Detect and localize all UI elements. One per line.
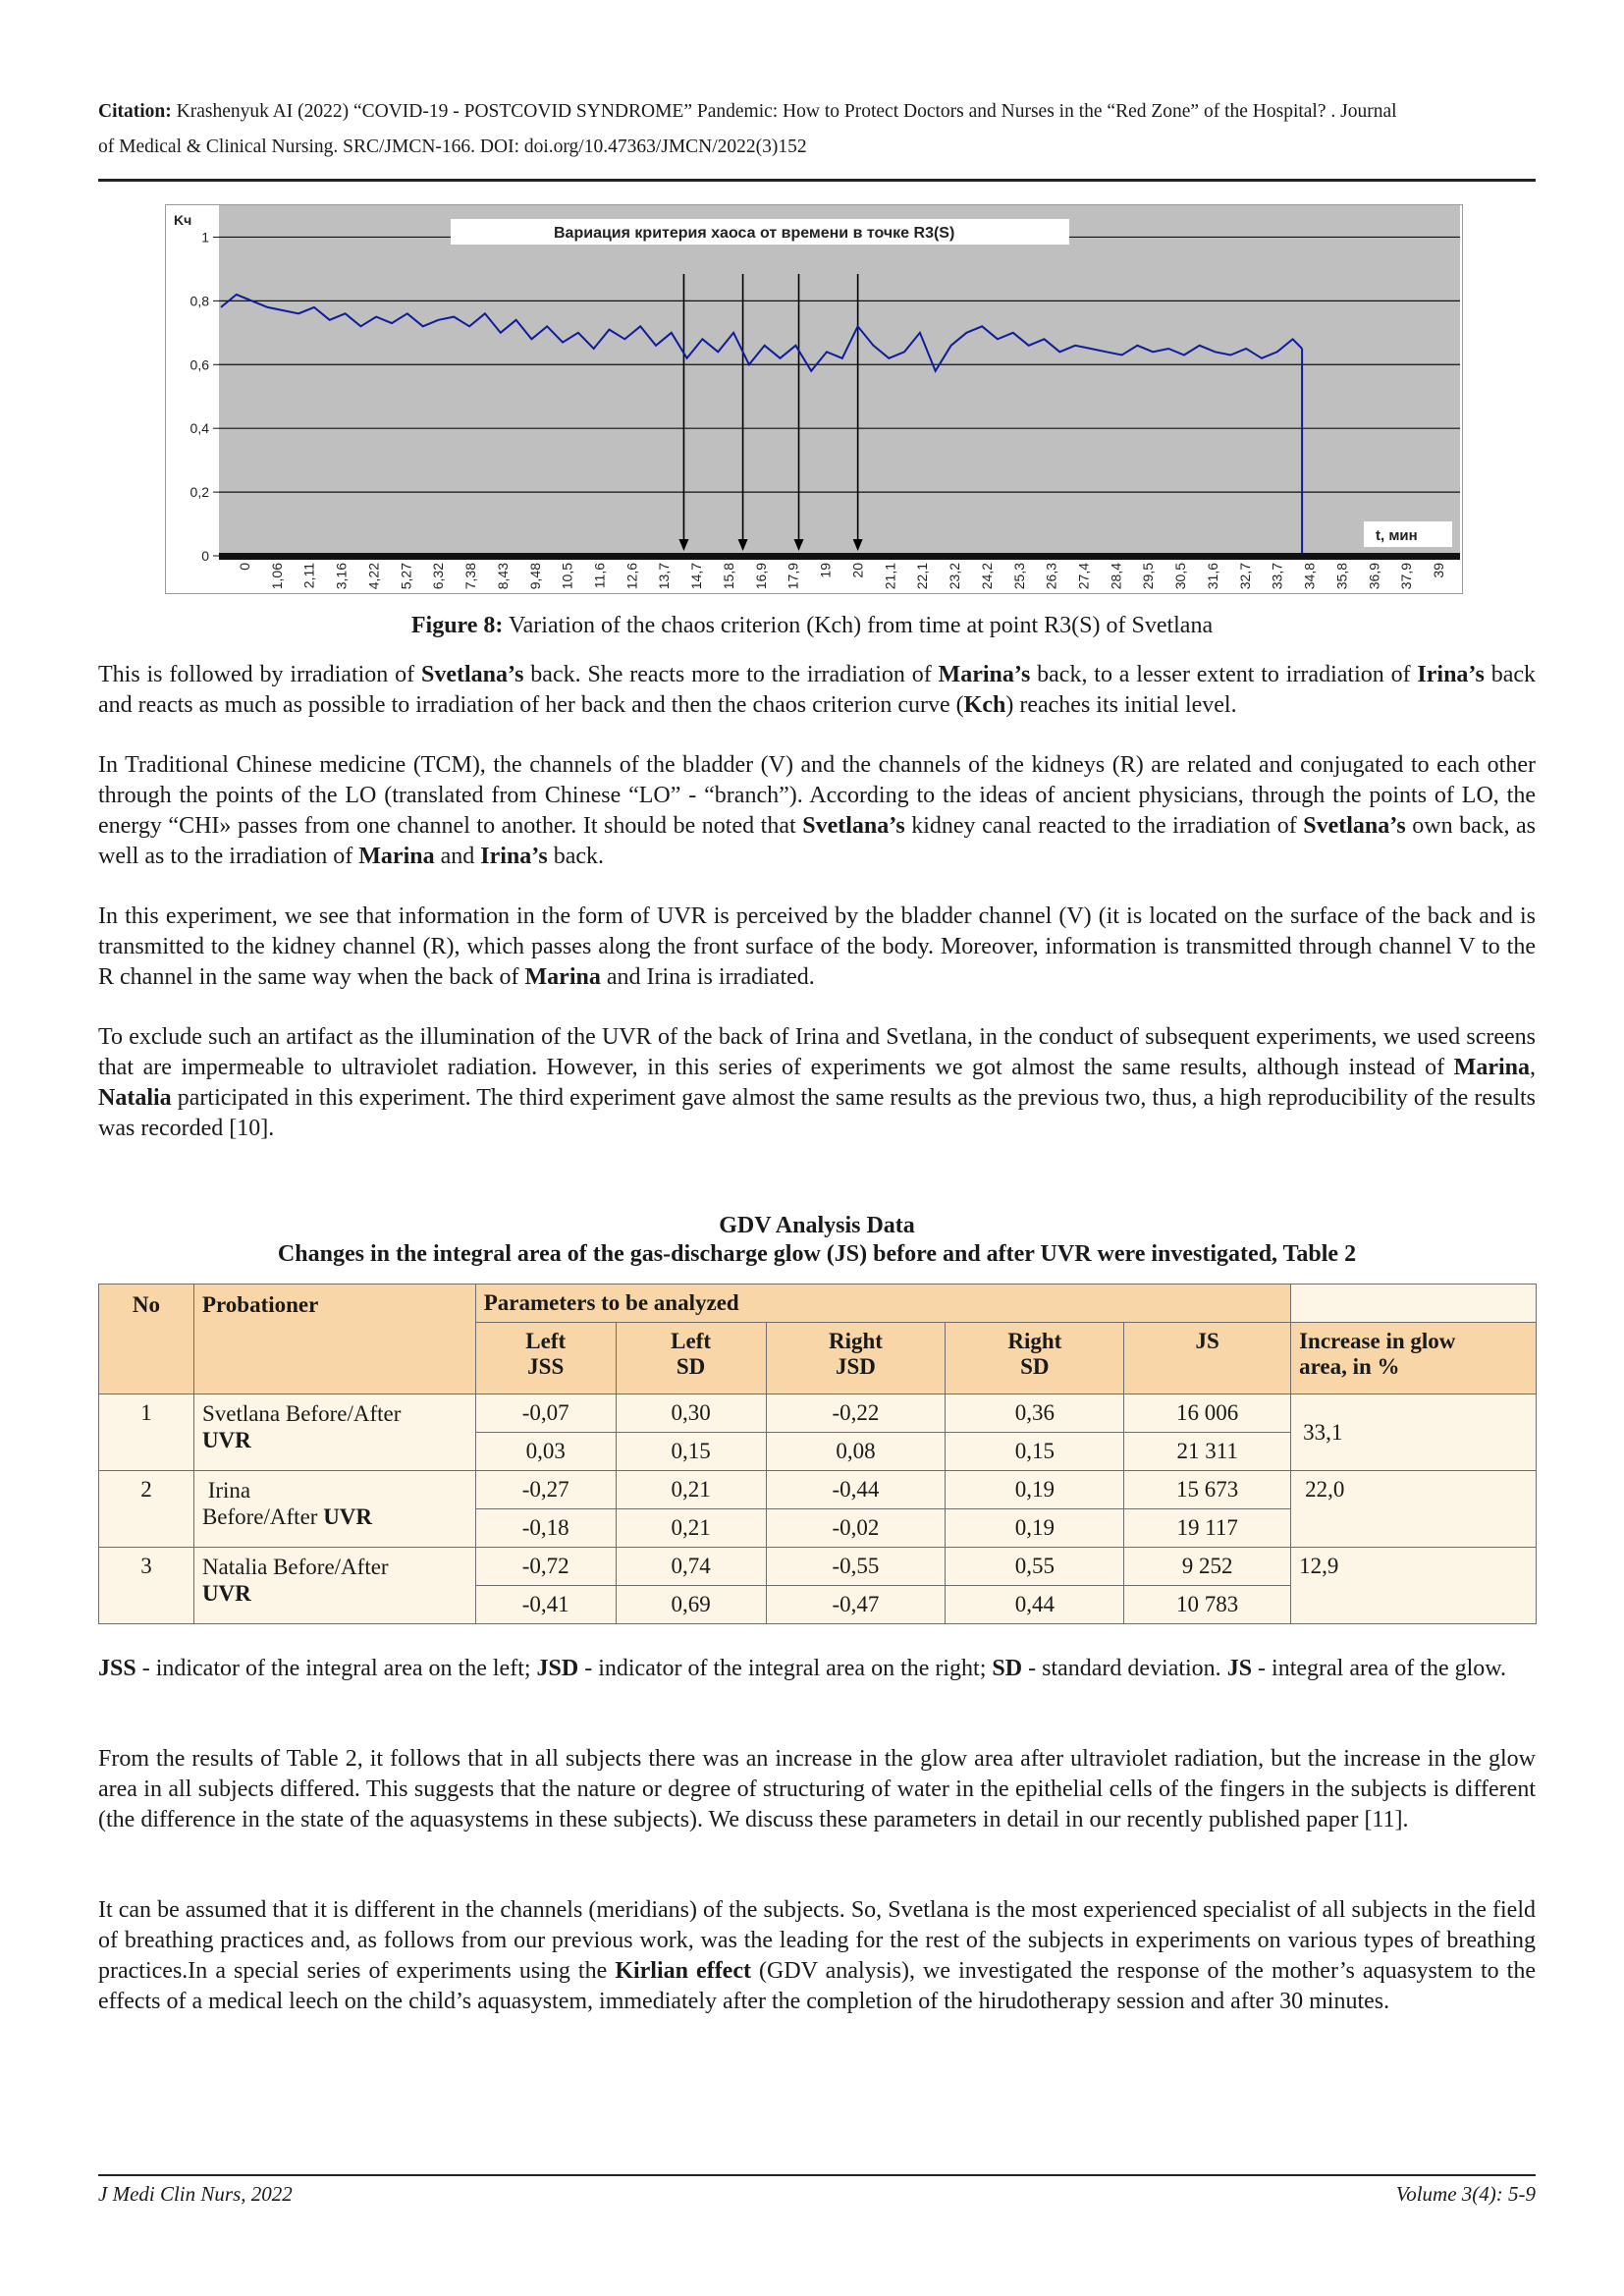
x-tick-label: 29,5 xyxy=(1140,563,1157,590)
header-probationer: Probationer xyxy=(193,1285,475,1394)
paragraph-4: To exclude such an artifact as the illumination of the UVR of the back of Irina and Svetlana, in the conduct of subsequent experiments, we used screens that are impermeable to ultraviolet radiation. However, in this series of experiments we got almost the same results, although instead of Marina, Natalia participated in this experiment. The third experiment gave almost the same results as the previous two, thus, a high reproducibility of the results was recorded [10]. xyxy=(98,1024,1536,1141)
row-no: 2 xyxy=(99,1471,194,1548)
row-no: 1 xyxy=(99,1394,194,1471)
x-tick-label: 30,5 xyxy=(1172,563,1189,590)
figure-caption xyxy=(0,613,1624,639)
cell-left-jss: -0,41 xyxy=(475,1586,616,1624)
y-tick-label: 0 xyxy=(201,548,209,564)
y-tick-label: 0,4 xyxy=(189,420,209,437)
cell-left-sd: 0,74 xyxy=(616,1548,766,1586)
x-tick-label: 8,43 xyxy=(494,563,511,590)
table-row xyxy=(99,1394,1537,1433)
x-tick-label: 7,38 xyxy=(462,563,479,590)
x-tick-label: 4,22 xyxy=(365,563,382,590)
chaos-criterion-chart xyxy=(166,205,1462,593)
x-tick-label: 26,3 xyxy=(1043,563,1059,590)
y-axis-label: Kч xyxy=(174,212,192,228)
paragraph-6: It can be assumed that it is different in the channels (meridians) of the subjects. So, Svetlana is the most experienced specialist of all subjects in the field of breathing practices and, as follows from our previous work, was the leading for the rest of the subjects in experiments on various types of breathing practices.In a special series of experiments using the Kirlian effect (GDV analysis), we investigated the response of the mother’s aquasystem to the effects of a medical leech on the child’s aquasystem, immediately after the completion of the hirudotherapy session and after 30 minutes. xyxy=(98,1897,1536,2014)
x-tick-label: 11,6 xyxy=(591,563,608,589)
header-increase: Increase in glow area, in % xyxy=(1291,1323,1537,1394)
x-tick-label: 17,9 xyxy=(785,563,801,590)
row-no: 3 xyxy=(99,1548,194,1624)
x-tick-label: 28,4 xyxy=(1108,563,1124,590)
cell-right-sd: 0,19 xyxy=(946,1509,1124,1548)
cell-right-jsd: -0,44 xyxy=(766,1471,946,1509)
cell-right-sd: 0,36 xyxy=(946,1394,1124,1433)
paragraph-2: In Traditional Chinese medicine (TCM), the channels of the bladder (V) and the channels of the kidneys (R) are related and conjugated to each other through the points of the LO (translated from Chinese “LO” - “branch”). According to the ideas of ancient physicians, through the points of LO, the energy “CHI» passes from one channel to another. It should be noted that Svetlana’s kidney canal reacted to the irradiation of Svetlana’s own back, as well as to the irradiation of Marina and Irina’s back. xyxy=(98,752,1536,869)
cell-right-sd: 0,15 xyxy=(946,1433,1124,1471)
x-tick-label: 21,1 xyxy=(882,563,898,590)
x-tick-label: 1,06 xyxy=(268,563,285,590)
header-left-sd: Left SD xyxy=(616,1323,766,1394)
cell-right-jsd: -0,22 xyxy=(766,1394,946,1433)
paragraph-1: This is followed by irradiation of Svetlana’s back. She reacts more to the irradiation of Marina’s back, to a lesser extent to irradiation of Irina’s back and reacts as much as possible to irradiation of her back and then the chaos criterion curve (Kch) reaches its initial level. xyxy=(98,662,1537,718)
x-tick-label: 32,7 xyxy=(1236,563,1253,590)
table-row xyxy=(99,1548,1537,1586)
x-tick-label: 36,9 xyxy=(1366,563,1382,590)
cell-left-jss: -0,07 xyxy=(475,1394,616,1433)
cell-right-jsd: -0,55 xyxy=(766,1548,946,1586)
cell-right-jsd: -0,02 xyxy=(766,1509,946,1548)
x-tick-label: 2,11 xyxy=(300,563,317,589)
footer-journal: J Medi Clin Nurs, 2022 xyxy=(98,2182,293,2206)
x-tick-label: 39 xyxy=(1431,563,1446,578)
x-tick-label: 22,1 xyxy=(914,563,931,590)
citation-label: Citation: xyxy=(98,101,172,122)
cell-right-sd: 0,44 xyxy=(946,1586,1124,1624)
citation-line-1: Krashenyuk AI (2022) “COVID-19 - POSTCOVID SYNDROME” Pandemic: How to Protect Doctors and Nurses in the “Red Zone” of the Hospital? . Journal xyxy=(176,101,1397,122)
y-tick-label: 0,2 xyxy=(189,484,209,501)
cell-js: 21 311 xyxy=(1124,1433,1291,1471)
y-tick-label: 0,6 xyxy=(189,356,209,373)
cell-right-sd: 0,55 xyxy=(946,1548,1124,1586)
citation-line-2: of Medical & Clinical Nursing. SRC/JMCN-166. DOI: doi.org/10.47363/JMCN/2022(3)152 xyxy=(98,137,807,157)
x-tick-label: 0 xyxy=(237,563,252,571)
cell-js: 15 673 xyxy=(1124,1471,1291,1509)
figure-caption-text: Variation of the chaos criterion (Kch) from time at point R3(S) of Svetlana xyxy=(508,613,1214,638)
x-axis-label: t, мин xyxy=(1376,527,1418,544)
x-tick-label: 19 xyxy=(817,563,834,578)
row-probationer: Natalia Before/After UVR xyxy=(193,1548,475,1624)
cell-left-jss: -0,27 xyxy=(475,1471,616,1509)
header-empty-cell xyxy=(1291,1285,1537,1323)
x-tick-label: 14,7 xyxy=(688,563,705,590)
paragraph-legend: JSS - indicator of the integral area on the left; JSD - indicator of the integral area on the right; SD - standard deviation. JS - integral area of the glow. xyxy=(98,1656,1507,1681)
footer-rule xyxy=(98,2174,1536,2176)
table-title: GDV Analysis Data xyxy=(719,1213,915,1238)
row-probationer: Svetlana Before/After UVR xyxy=(193,1394,475,1471)
y-tick-label: 0,8 xyxy=(189,293,209,309)
x-tick-label: 12,6 xyxy=(623,563,640,590)
header-no: No xyxy=(99,1285,194,1394)
cell-left-sd: 0,15 xyxy=(616,1433,766,1471)
cell-right-jsd: -0,47 xyxy=(766,1586,946,1624)
x-tick-label: 35,8 xyxy=(1333,563,1350,590)
figure-chart-frame xyxy=(165,204,1463,594)
cell-increase: 22,0 xyxy=(1291,1471,1537,1548)
table-subtitle: Changes in the integral area of the gas-discharge glow (JS) before and after UVR were investigated, Table 2 xyxy=(277,1241,1357,1267)
table-row xyxy=(99,1471,1537,1509)
x-tick-label: 27,4 xyxy=(1075,563,1092,590)
cell-js: 16 006 xyxy=(1124,1394,1291,1433)
x-tick-label: 23,2 xyxy=(947,563,963,590)
chart-title: Вариация критерия хаоса от времени в точке R3(S) xyxy=(554,225,955,242)
header-right-sd: Right SD xyxy=(946,1323,1124,1394)
cell-right-jsd: 0,08 xyxy=(766,1433,946,1471)
x-tick-label: 15,8 xyxy=(720,563,736,590)
header-left-jss: Left JSS xyxy=(475,1323,616,1394)
x-tick-label: 34,8 xyxy=(1301,563,1318,590)
cell-left-jss: 0,03 xyxy=(475,1433,616,1471)
x-tick-label: 3,16 xyxy=(333,563,350,590)
header-right-jsd: Right JSD xyxy=(766,1323,946,1394)
header-rule xyxy=(98,179,1536,182)
x-tick-label: 20 xyxy=(849,563,866,578)
cell-js: 19 117 xyxy=(1124,1509,1291,1548)
cell-increase: 33,1 xyxy=(1291,1394,1537,1471)
x-tick-label: 10,5 xyxy=(559,563,575,590)
x-tick-label: 13,7 xyxy=(656,563,673,590)
cell-js: 10 783 xyxy=(1124,1586,1291,1624)
figure-label: Figure 8: xyxy=(410,613,504,638)
row-probationer: Irina Before/After UVR xyxy=(193,1471,475,1548)
cell-left-jss: -0,72 xyxy=(475,1548,616,1586)
table-header-row-1 xyxy=(99,1285,1537,1323)
x-tick-label: 9,48 xyxy=(526,563,543,590)
cell-left-sd: 0,21 xyxy=(616,1509,766,1548)
x-tick-label: 37,9 xyxy=(1398,563,1415,590)
footer-volume: Volume 3(4): 5-9 xyxy=(1395,2182,1536,2206)
x-tick-label: 6,32 xyxy=(430,563,447,590)
x-tick-label: 31,6 xyxy=(1204,563,1220,590)
cell-left-jss: -0,18 xyxy=(475,1509,616,1548)
y-tick-label: 1 xyxy=(201,229,209,246)
x-tick-label: 24,2 xyxy=(978,563,995,590)
x-axis-bar xyxy=(219,553,1460,560)
citation xyxy=(98,94,1542,165)
cell-increase: 12,9 xyxy=(1291,1548,1537,1624)
x-tick-label: 33,7 xyxy=(1269,563,1285,590)
cell-right-sd: 0,19 xyxy=(946,1471,1124,1509)
paragraph-5: From the results of Table 2, it follows that in all subjects there was an increase in the glow area after ultraviolet radiation, but the increase in the glow area in all subjects differed. This suggests that the nature or degree of structuring of water in the epithelial cells of the fingers in the subjects is different (the difference in the state of the aquasystems in these subjects). We discuss these parameters in detail in our recently published paper [11]. xyxy=(98,1746,1536,1832)
x-tick-label: 5,27 xyxy=(398,563,414,590)
header-js: JS xyxy=(1124,1323,1291,1394)
x-tick-label: 25,3 xyxy=(1010,563,1027,590)
cell-js: 9 252 xyxy=(1124,1548,1291,1586)
cell-left-sd: 0,21 xyxy=(616,1471,766,1509)
header-parameters: Parameters to be analyzed xyxy=(475,1285,1290,1323)
x-tick-label: 16,9 xyxy=(752,563,769,590)
gdv-table xyxy=(98,1284,1537,1624)
paragraph-3: In this experiment, we see that information in the form of UVR is perceived by the bladder channel (V) (it is located on the surface of the back and is transmitted to the kidney channel (R), which passes along the front surface of the body. Moreover, information is transmitted through channel V to the R channel in the same way when the back of Marina and Irina is irradiated. xyxy=(98,903,1536,990)
plot-area xyxy=(219,205,1460,559)
cell-left-sd: 0,30 xyxy=(616,1394,766,1433)
cell-left-sd: 0,69 xyxy=(616,1586,766,1624)
